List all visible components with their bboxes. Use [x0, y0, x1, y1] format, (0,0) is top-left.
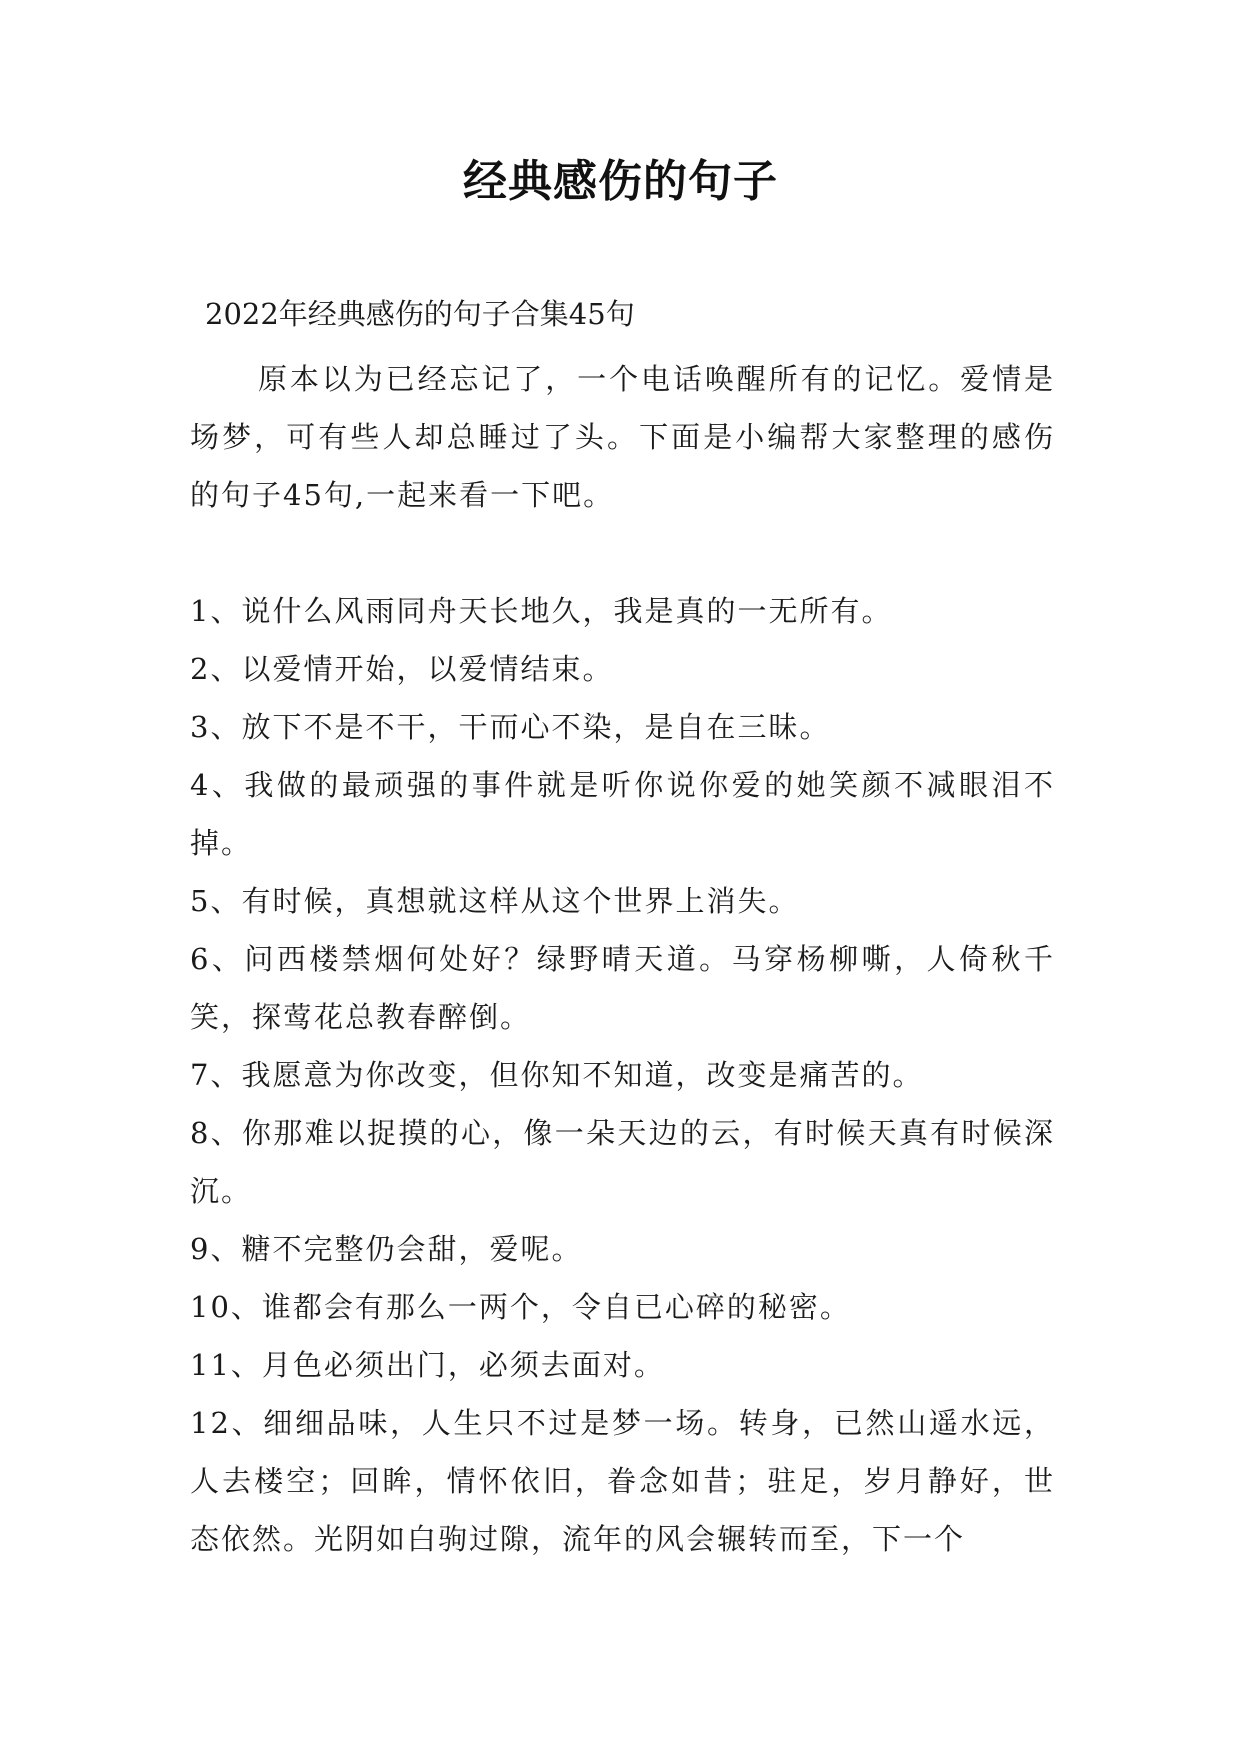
- sentence-list: [190, 582, 1055, 1568]
- list-item: 7、我愿意为你改变，但你知不知道，改变是痛苦的。: [190, 1058, 924, 1092]
- list-item: 6、问西楼禁烟何处好？绿野晴天道。马穿杨柳嘶，人倚秋千笑，探莺花总教春醉倒。: [190, 942, 1055, 1034]
- list-item: 1、说什么风雨同舟天长地久，我是真的一无所有。: [190, 594, 893, 628]
- list-item: 12、细细品味，人生只不过是梦一场。转身，已然山遥水远，人去楼空；回眸，情怀依旧，眷念如昔；驻足，岁月静好，世态依然。光阴如白驹过隙，流年的风会辗转而至，下一个: [190, 1406, 1055, 1556]
- document-title: 经典感伤的句子: [463, 156, 778, 207]
- list-item: 2、以爱情开始，以爱情结束。: [190, 652, 614, 686]
- list-item: 8、你那难以捉摸的心，像一朵天边的云，有时候天真有时候深沉。: [190, 1116, 1055, 1208]
- list-item: 9、糖不完整仍会甜，爱呢。: [190, 1232, 583, 1266]
- list-item: 4、我做的最顽强的事件就是听你说你爱的她笑颜不减眼泪不掉。: [190, 768, 1055, 860]
- list-item: 10、谁都会有那么一两个，令自已心碎的秘密。: [190, 1290, 851, 1324]
- list-item: 3、放下不是不干，干而心不染，是自在三昧。: [190, 710, 831, 744]
- list-item: 11、月色必须出门，必须去面对。: [190, 1348, 665, 1382]
- document-subtitle: 2022年经典感伤的句子合集45句: [205, 297, 635, 331]
- intro-paragraph: 原本以为已经忘记了，一个电话唤醒所有的记忆。爱情是场梦，可有些人却总睡过了头。下面是小编帮大家整理的感伤的句子45句,一起来看一下吧。: [190, 362, 1055, 512]
- list-item: 5、有时候，真想就这样从这个世界上消失。: [190, 884, 800, 918]
